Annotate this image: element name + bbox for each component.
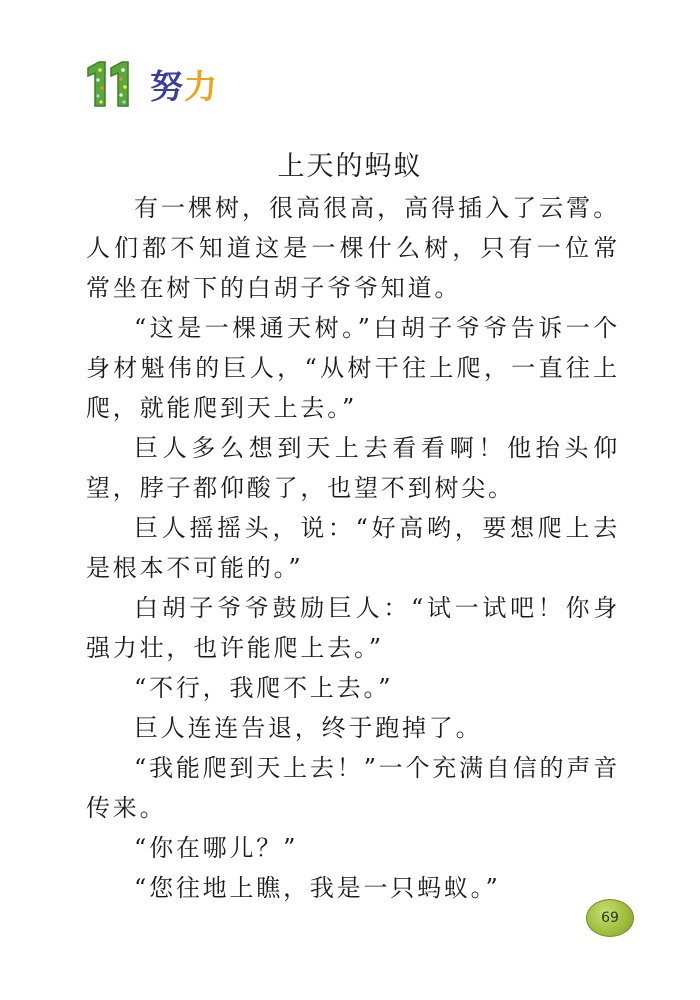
unit-title [150, 66, 218, 106]
unit-title-char-2: 力 [184, 66, 218, 106]
unit-title-char-1: 努 [150, 66, 184, 106]
paragraph: “你在哪儿？” [134, 834, 299, 862]
paragraph: “这是一棵通天树。”白胡子爷爷告诉一个身材魁伟的巨人，“从树干往上爬，一直往上爬，就能爬到天上去。” [86, 314, 620, 422]
paragraph: “您往地上瞧，我是一只蚂蚁。” [134, 874, 501, 902]
paragraph: 巨人连连告退，终于跑掉了。 [134, 714, 483, 742]
lesson-body [86, 188, 620, 908]
unit-header [84, 58, 218, 110]
paragraph: “不行，我爬不上去。” [134, 674, 394, 702]
paragraph: 有一棵树，很高很高，高得插入了云霄。人们都不知道这是一棵什么树，只有一位常常坐在树下的白胡子爷爷知道。 [86, 194, 620, 302]
lesson-title: 上天的蚂蚁 [277, 151, 423, 183]
page-number: 69 [601, 910, 619, 926]
paragraph: “我能爬到天上去！”一个充满自信的声音传来。 [86, 754, 620, 822]
unit-number-badge [84, 58, 136, 110]
unit-number-graphic [84, 58, 136, 110]
paragraph: 白胡子爷爷鼓励巨人：“试一试吧！你身强力壮，也许能爬上去。” [86, 594, 620, 662]
paragraph: 巨人摇摇头，说：“好高哟，要想爬上去是根本不可能的。” [86, 514, 620, 582]
paragraph: 巨人多么想到天上去看看啊！他抬头仰望，脖子都仰酸了，也望不到树尖。 [86, 434, 620, 502]
page-number-badge [586, 899, 634, 937]
